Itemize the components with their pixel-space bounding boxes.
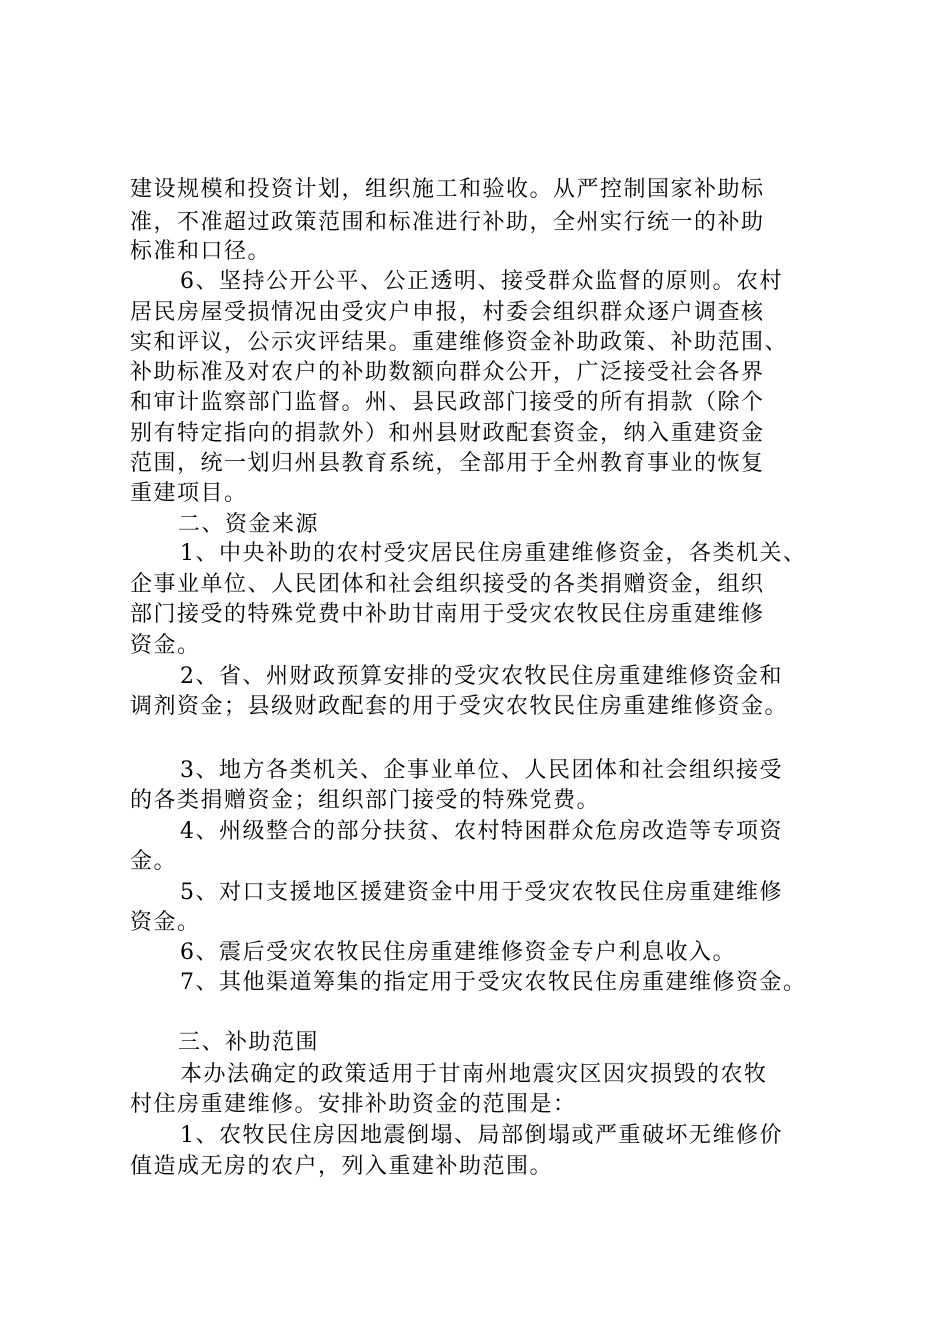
text-line: 村住房重建维修。安排补助资金的范围是： — [130, 1092, 577, 1117]
text-line: 4、州级整合的部分扶贫、农村特困群众危房改造等专项资 — [180, 819, 783, 844]
section-heading: 二、资金来源 — [178, 512, 320, 537]
text-line: 标准和口径。 — [130, 239, 272, 264]
text-line: 建设规模和投资计划，组织施工和验收。从严控制国家补助标 — [130, 177, 765, 202]
text-line: 1、农牧民住房因地震倒塌、局部倒塌或严重破坏无维修价 — [180, 1123, 783, 1148]
text-line: 5、对口支援地区援建资金中用于受灾农牧民住房重建维修 — [180, 880, 783, 905]
text-line: 6、震后受灾农牧民住房重建维修资金专户利息收入。 — [180, 940, 736, 965]
text-line: 企事业单位、人民团体和社会组织接受的各类捐赠资金，组织 — [130, 572, 765, 597]
text-line: 和审计监察部门监督。州、县民政部门接受的所有捐款（除个 — [130, 390, 765, 415]
text-line: 范围，统一划归州县教育系统，全部用于全州教育事业的恢复 — [130, 451, 765, 476]
text-line: 7、其他渠道筹集的指定用于受灾农牧民住房重建维修资金。 — [180, 970, 807, 995]
text-line: 1、中央补助的农村受灾居民住房重建维修资金，各类机关、 — [180, 541, 807, 566]
text-line: 的各类捐赠资金；组织部门接受的特殊党费。 — [130, 788, 601, 813]
section-heading: 三、补助范围 — [178, 1030, 320, 1055]
text-line: 重建项目。 — [130, 481, 248, 506]
text-line: 部门接受的特殊党费中补助甘南用于受灾农牧民住房重建维修 — [130, 602, 765, 627]
text-line: 别有特定指向的捐款外）和州县财政配套资金，纳入重建资金 — [130, 421, 765, 446]
text-line: 调剂资金；县级财政配套的用于受灾农牧民住房重建维修资金。 — [130, 694, 789, 719]
text-line: 资金。 — [130, 910, 201, 935]
text-line: 本办法确定的政策适用于甘南州地震灾区因灾损毁的农牧 — [180, 1062, 768, 1087]
text-line: 3、地方各类机关、企事业单位、人民团体和社会组织接受 — [180, 758, 783, 783]
text-line: 资金。 — [130, 633, 201, 658]
text-line: 2、省、州财政预算安排的受灾农牧民住房重建维修资金和 — [180, 664, 783, 689]
text-line: 6、坚持公开公平、公正透明、接受群众监督的原则。农村 — [180, 269, 783, 294]
text-line: 补助标准及对农户的补助数额向群众公开，广泛接受社会各界 — [130, 360, 765, 385]
text-line: 金。 — [130, 849, 178, 874]
text-line: 居民房屋受损情况由受灾户申报，村委会组织群众逐户调查核 — [130, 300, 765, 325]
text-line: 值造成无房的农户，列入重建补助范围。 — [130, 1154, 554, 1179]
text-line: 准，不准超过政策范围和标准进行补助，全州实行统一的补助 — [130, 210, 765, 235]
text-line: 实和评议，公示灾评结果。重建维修资金补助政策、补助范围、 — [130, 330, 789, 355]
